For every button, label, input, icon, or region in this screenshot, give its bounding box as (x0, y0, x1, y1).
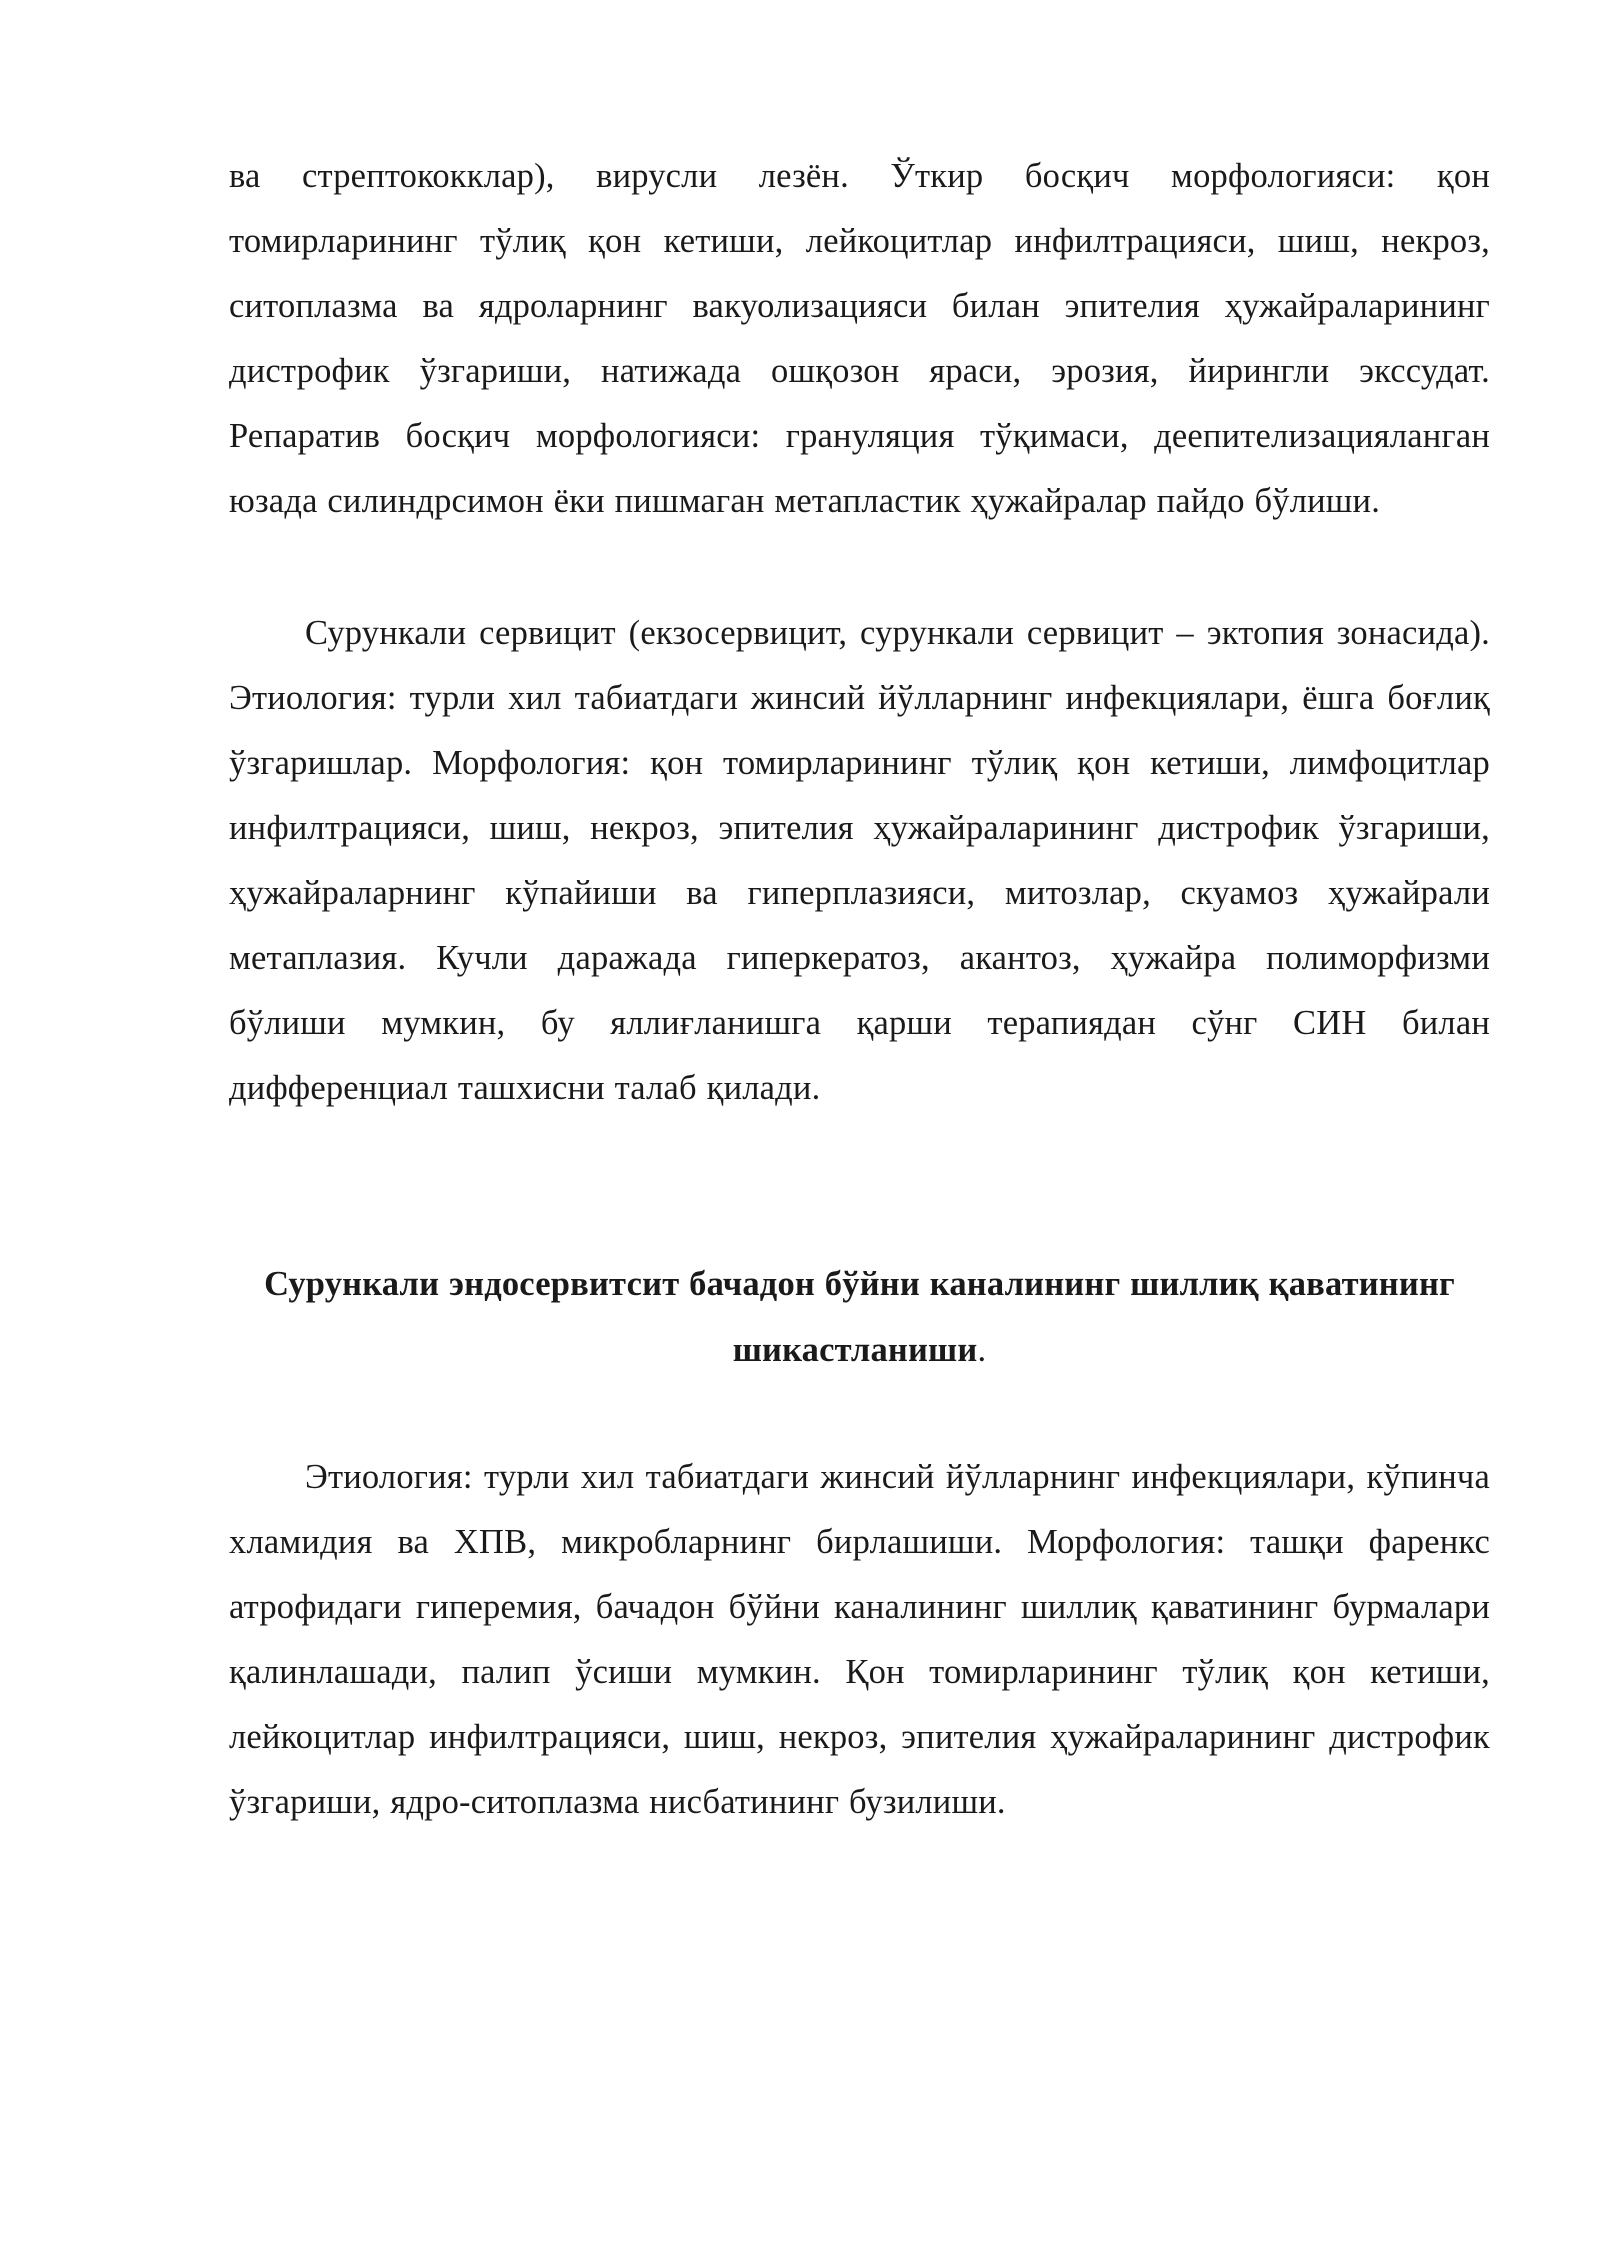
paragraph-3: Этиология: турли хил табиатдаги жинсий йўлларнинг инфекциялари, кўпинча хламидия ва ХПВ, микробларнинг бирлашиши. Морфология: ташқи фаренкс атрофидаги гиперемия, бачадон бўйни каналининг шиллиқ қаватининг бурмалари қалинлашади, палип ўсиши мумкин. Қон томирларининг тўлиқ қон кетиши, лейкоцитлар инфилтрацияси, шиш, некроз, эпителия ҳужайраларининг дистрофик ўзгариши, ядро-ситоплазма нисбатининг бузилиши. (229, 1458, 1490, 1821)
paragraph-1: ва стрептококклар), вирусли лезён. Ўткир босқич морфологияси: қон томирларининг тўлиқ қон кетиши, лейкоцитлар инфилтрацияси, шиш, некроз, ситоплазма ва ядроларнинг вакуолизацияси билан эпителия ҳужайраларининг дистрофик ўзгариши, натижада ошқозон яраси, эрозия, йирингли экссудат. Репаратив босқич морфологияси: грануляция тўқимаси, деепителизацияланган юзада силиндрсимон ёки пишмаган метапластик ҳужайралар пайдо бўлиши. (229, 157, 1490, 520)
paragraph-1-container (229, 144, 1490, 534)
paragraph-2: Сурункали сервицит (екзосервицит, сурункали сервицит – эктопия зонасида). Этиология: турли хил табиатдаги жинсий йўлларнинг инфекциялари, ёшга боғлиқ ўзгаришлар. Морфология: қон томирларининг тўлиқ қон кетиши, лимфоцитлар инфилтрацияси, шиш, некроз, эпителия ҳужайраларининг дистрофик ўзгариши, ҳужайраларнинг кўпайиши ва гиперплазияси, митозлар, скуамоз ҳужайрали метаплазия. Кучли даражада гиперкератоз, акантоз, ҳужайра полиморфизми бўлиши мумкин, бу яллиғланишга қарши терапиядан сўнг СИН билан дифференциал ташхисни талаб қилади. (229, 614, 1490, 1107)
section-heading-period: . (977, 1331, 987, 1369)
paragraph-2-container (229, 601, 1490, 1121)
section-heading-container (229, 1251, 1490, 1383)
section-heading (229, 1251, 1490, 1383)
section-heading-text: Сурункали эндосервитсит бачадон бўйни каналининг шиллиқ қаватининг шикастланиши (264, 1265, 1455, 1369)
paragraph-3-container (229, 1445, 1490, 1835)
